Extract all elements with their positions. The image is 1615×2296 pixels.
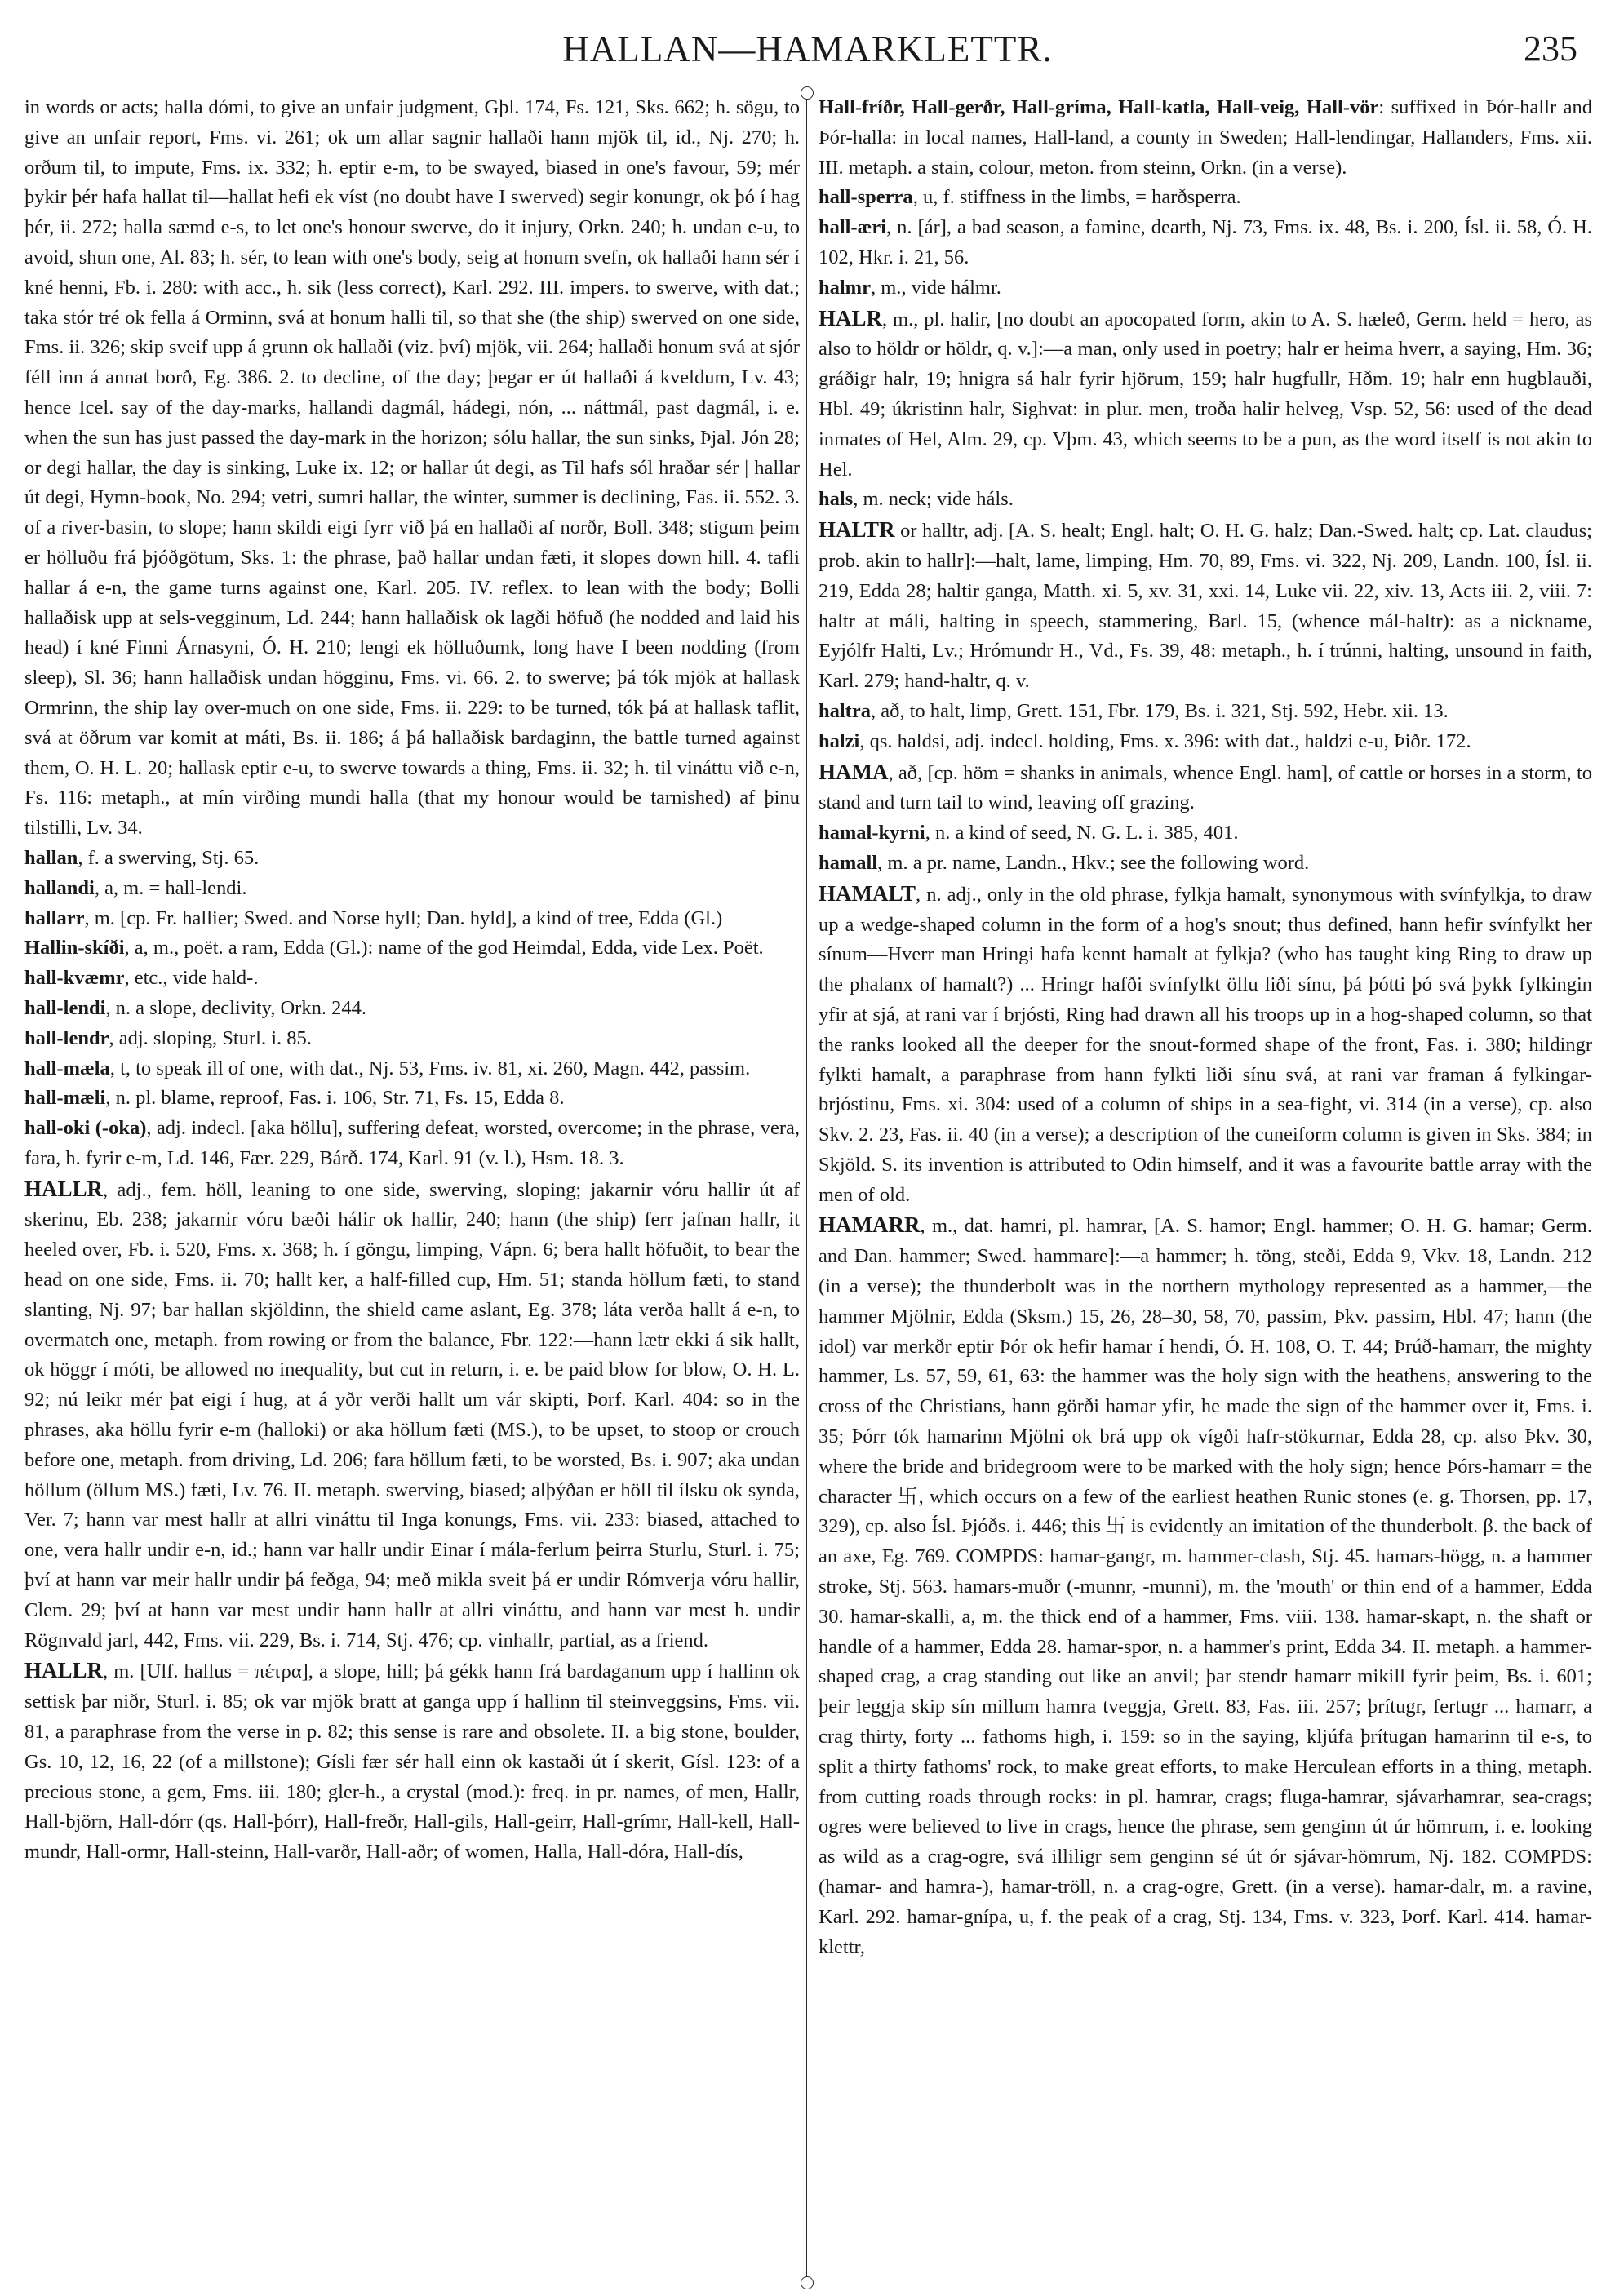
dictionary-entry bbox=[819, 1210, 1592, 1962]
entry-headword: hall-lendi bbox=[24, 996, 106, 1019]
left-column bbox=[24, 93, 800, 2288]
dictionary-entry: in words or acts; halla dómi, to give an unfair judgment, Gþl. 174, Fs. 121, Sks. 662; h. sögu, to give an unfair report, Fms. vi. 261; ok um allar sagnir hallaði hann mjök til, id., Nj. 270; h. orðum til, to impute, Fms. ix. 332; h. eptir e-m, to be swayed, biased in one's favour, 59; mér þykir þér hafa hallat til—hallat hefi ek víst (no doubt have I swerved) segir konungr, ok þó í hag þér, ii. 272; halla sæmd e-s, to let one's honour swerve, do it injury, Orkn. 240; h. undan e-u, to avoid, shun one, Al. 83; h. sér, to lean with one's body, seig at honum svefn, ok hallaði hann sér í kné henni, Fb. i. 280: with acc., h. sik (less correct), Karl. 292. III. impers. to swerve, with dat.; taka stór tré ok fella á Orminn, svá at honum halli til, so that she (the ship) swerved on one side, Fms. ii. 326; skip sveif upp á grunn ok hallaði (viz. því) mjök, vii. 264; hallaði honum svá at sjór féll inn á annat borð, Eg. 386. 2. to decline, of the day; þegar er út hallaði á kveldum, Lv. 43; hence Icel. say of the day-marks, hallandi dagmál, hádegi, nón, ... náttmál, past dagmál, i. e. when the sun has just passed the day-mark in the horizon; sólu hallar, the sun sinks, Þjal. Jón 28; or degi hallar, the day is sinking, Luke ix. 12; or hallar út degi, as Til hafs sól hraðar sér | hallar út degi, Hymn-book, No. 294; vetri, sumri hallar, the winter, summer is declining, Fas. ii. 552. 3. of a river-basin, to slope; hann skildi eigi fyrr við þá en hallaði af norðr, Boll. 348; stigum þeim er hölluðu frá þjóðgötum, Sks. 1: the phrase, það hallar undan fæti, it slopes down hill. 4. tafli hallar á e-n, the game turns against one, Karl. 205. IV. reflex. to lean with the body; Bolli hallaðisk upp at sels-vegginum, Ld. 244; hann hallaðisk ok lagði höfuð (he nodded and laid his head) í kné Finni Árnasyni, Ó. H. 210; lengi ek hölluðumk, long have I been nodding (from sleep), Sl. 36; hann hallaðisk undan högginu, Fms. vi. 66. 2. to swerve; þá tók mjök at hallask Ormrinn, the ship lay over-much on one side, Fms. ii. 229: to be turned, tók þá at hallask taflit, svá at öðrum var komit at máti, Bs. ii. 186; á þá hallaðisk bardaginn, the battle turned against them, O. H. L. 20; hallask eptir e-u, to swerve towards a thing, Fms. ii. 32; h. til vináttu við e-n, Fs. 116: metaph., at mín virðing mundi halla (that my honour would be tarnished) af þinu tilstilli, Lv. 34. bbox=[24, 96, 800, 840]
page-number: 235 bbox=[1524, 29, 1577, 69]
dictionary-entry bbox=[24, 994, 800, 1024]
entry-headword: hallan bbox=[24, 846, 78, 869]
entry-headword: HALTR bbox=[819, 517, 895, 543]
entry-headword: hall-mæla bbox=[24, 1057, 110, 1079]
dictionary-entry bbox=[819, 697, 1592, 727]
entry-headword: HAMARR bbox=[819, 1212, 921, 1238]
dictionary-entry bbox=[819, 93, 1592, 183]
entry-headword: HALLR bbox=[24, 1658, 104, 1683]
entry-body: , f. a swerving, Stj. 65. bbox=[78, 846, 260, 869]
entry-headword: halzi bbox=[819, 729, 860, 752]
entry-body: , n. [ár], a bad season, a famine, dearth, Nj. 73, Fms. ix. 48, Bs. i. 200, Ísl. ii. 58, Ó. H. 102, Hkr. i. 21, 56. bbox=[819, 216, 1592, 268]
entry-headword: HAMALT bbox=[819, 880, 916, 906]
entry-body: , n. a slope, declivity, Orkn. 244. bbox=[105, 996, 366, 1019]
dictionary-entry bbox=[819, 183, 1592, 213]
dictionary-entry bbox=[24, 933, 800, 964]
entry-body: , m., vide hálmr. bbox=[870, 276, 1001, 299]
right-column bbox=[819, 93, 1592, 2288]
entry-headword: hamall bbox=[819, 851, 878, 874]
dictionary-entry bbox=[819, 515, 1592, 697]
entry-headword: halmr bbox=[819, 276, 871, 299]
entry-headword: hall-sperra bbox=[819, 186, 913, 209]
dictionary-entry bbox=[819, 485, 1592, 515]
entry-body: , adj. sloping, Sturl. i. 85. bbox=[109, 1026, 312, 1049]
dictionary-entry bbox=[24, 1024, 800, 1054]
page-title: HALLAN—HAMARKLETTR. bbox=[562, 29, 1053, 69]
entry-body: , a, m., poët. a ram, Edda (Gl.): name of the god Heimdal, Edda, vide Lex. Poët. bbox=[124, 937, 764, 960]
dictionary-entry bbox=[24, 964, 800, 994]
dictionary-entry bbox=[819, 757, 1592, 819]
dictionary-entry bbox=[24, 1114, 800, 1174]
entry-body: , qs. haldsi, adj. indecl. holding, Fms. x. 396: with dat., haldzi e-u, Þiðr. 172. bbox=[859, 729, 1471, 752]
entry-headword: hall-lendr bbox=[24, 1026, 109, 1049]
entry-headword: haltra bbox=[819, 699, 871, 722]
dictionary-entry bbox=[819, 849, 1592, 879]
dictionary-entry bbox=[819, 727, 1592, 757]
entry-body: , m. [cp. Fr. hallier; Swed. and Norse hyll; Dan. hyld], a kind of tree, Edda (Gl.) bbox=[84, 906, 723, 929]
entry-body: , a, m. = hall-lendi. bbox=[94, 876, 247, 899]
entry-headword: Hallin-skíði bbox=[24, 937, 125, 960]
entry-body: , n. a kind of seed, N. G. L. i. 385, 401. bbox=[925, 822, 1239, 844]
entry-headword: hallandi bbox=[24, 876, 95, 899]
entry-headword: hamal-kyrni bbox=[819, 822, 925, 844]
column-divider bbox=[806, 91, 807, 2282]
dictionary-entry bbox=[24, 1084, 800, 1114]
entry-body: , adj., fem. höll, leaning to one side, swerving, sloping; jakarnir vóru hallir út af skerinu, Eb. 238; jakarnir vóru bæði hálir ok hallir, 240; hann (the ship) ferr jafnan hallr, it heeled over, Fb. i. 520, Fms. x. 368; h. í göngu, limping, Vápn. 6; bera hallt höfuðit, to bear the head on one side, Fms. ii. 70; hallt ker, a half-filled cup, Hm. 51; standa höllum fæti, to stand slanting, Nj. 97; bar hallan skjöldinn, the shield came aslant, Eg. 378; láta verða hallt á e-n, to overmatch one, metaph. from rowing or from the balance, Fbr. 122:—hann lætr ekki á sik hallt, ok höggr í móti, be allowed no inequality, but cut in return, i. e. be paid blow for blow, O. H. L. 92; nú leikr mér þat eigi í hug, at á yðr verði hallt um vár skipti, Þorf. Karl. 404: so in the phrases, aka höllu fyrir e-m (halloki) or aka höllum fæti (MS.), to be upset, to stoop or crouch before one, metaph. from driving, Ld. 206; fara höllum fæti, to be worsted, Bs. i. 907; aka undan höllum (öllum MS.) fæti, Lv. 76. II. metaph. swerving, biased; alþýðan er höll til ílsku ok synda, Ver. 7; hann var mest hallr at allri vináttu til Inga konungs, Fms. vii. 233: biased, attached to one, vera hallr undir e-n, id.; hann var hallr undir Einar í mála-ferlum þeirra Sturlu, Sturl. i. 75; því at hann var meir hallr undir þá feðga, 94; með mikla sveit þá er undir Rómverja vóru hallir, Clem. 29; því at hann var mest undir hann hallr at allri vináttu, and hann var mest h. undir Rögnvald jarl, 442, Fms. vii. 229, Bs. i. 714, Stj. 476; cp. vinhallr, partial, as a friend. bbox=[24, 1178, 800, 1651]
entry-body: , t, to speak ill of one, with dat., Nj. 53, Fms. iv. 81, xi. 260, Magn. 442, passim. bbox=[109, 1057, 751, 1079]
dictionary-entry bbox=[819, 879, 1592, 1211]
divider-ornament-bottom bbox=[801, 2276, 814, 2289]
entry-body: , m. a pr. name, Landn., Hkv.; see the following word. bbox=[877, 851, 1310, 874]
dictionary-entry bbox=[24, 904, 800, 934]
entry-body: or halltr, adj. [A. S. healt; Engl. halt; O. H. G. halz; Dan.-Swed. halt; cp. Lat. claudus; prob. akin to hallr]:—halt, lame, limping, Hm. 70, 89, Fms. vi. 322, Nj. 209, Landn. 100, Ísl. ii. 219, Edda 28; haltir ganga, Matth. xi. 5, xv. 31, xxi. 14, Luke vii. 22, xiv. 13, Acts iii. 2, viii. 7: haltr at máli, halting in speech, stammering, Barl. 15, (whence mál-haltr): as a nickname, Eyjólfr Halti, Lv.; Hrómundr H., Vd., Fs. 39, 48: metaph., h. í trúnni, halting, unsound in faith, Karl. 279; hand-haltr, q. v. bbox=[819, 520, 1592, 693]
entry-headword: HALR bbox=[819, 305, 883, 330]
entry-body: , m., dat. hamri, pl. hamrar, [A. S. hamor; Engl. hammer; O. H. G. hamar; Germ. and Dan. hammer; Swed. hammare]:—a hammer; h. töng, steði, Edda 9, Vkv. 18, Landn. 212 (in a verse); the thunderbolt was in the northern mythology represented as a hammer,—the hammer Mjölnir, Edda (Sksm.) 15, 26, 28–30, 58, 70, passim, Þkv. passim, Hbl. 47; hann (the idol) var merkðr eptir Þór ok hefir hamar í hendi, Ó. H. 108, O. T. 44; Þrúð-hamarr, the mighty hammer, Ls. 57, 59, 61, 63: the hammer was the holy sign with the heathens, answering to the cross of the Christians, hann görði hamar yfir, he made the sign of the hammer over it, Fms. i. 35; Þórr tók hamarinn Mjölni ok brá upp ok vígði hafr-stökurnar, Edda 28, cp. also Þkv. 30, where the bride and bridegroom were to be marked with the holy sign; hence Þórs-hamarr = the character 卐, which occurs on a few of the earliest heathen Runic stones (e. g. Thorsen, pp. 17, 329), cp. also Ísl. Þjóðs. i. 446; this 卐 is evidently an imitation of the thunderbolt. β. the back of an axe, Eg. 769. COMPDS: hamar-gangr, m. hammer-clash, Stj. 45. hamars-högg, n. a hammer stroke, Stj. 563. hamars-muðr (-munnr, -munni), m. the 'mouth' or thin end of a hammer, Edda 30. hamar-skalli, a, m. the thick end of a hammer, Fms. viii. 138. hamar-skapt, n. the shaft or handle of a hammer, Edda 28. hamar-spor, n. a hammer's print, Edda 34. II. metaph. a hammer-shaped crag, a crag standing out like an anvil; þar stendr hamarr mikill fyrir þeim, Bs. i. 601; þeir leggja skip sín millum hamra tveggja, Grett. 83, Fas. iii. 257; þrítugr, fertugr ... hamarr, a crag thirty, forty ... fathoms high, i. 159: so in the saying, kljúfa þrítugan hamarinn til e-s, to split a thirty fathoms' rock, to make great efforts, to make Herculean efforts in a thing, metaph. from cutting roads through rocks: in pl. hamrar, crags; fluga-hamrar, sjávarhamrar, sea-crags; ogres were believed to live in crags, hence the phrase, sem genginn út úr hömrum, i. e. looking as wild as a crag-ogre, svá illiligr sem genginn sé út ór sjávar-hömrum, Nj. 182. COMPDS: (hamar- and hamra-), hamar-tröll, n. a crag-ogre, Grett. (in a verse). hamar-dalr, m. a ravine, Karl. 292. hamar-gnípa, u, f. the peak of a crag, Stj. 134, Fms. v. 323, Þorf. Karl. 414. hamar-klettr, bbox=[819, 1215, 1592, 1958]
entry-body: , að, to halt, limp, Grett. 151, Fbr. 179, Bs. i. 321, Stj. 592, Hebr. xii. 13. bbox=[870, 699, 1449, 722]
dictionary-entry bbox=[819, 304, 1592, 485]
entry-body: : suffixed in Þór-hallr and Þór-halla: in local names, Hall-land, a county in Sweden; Hall-lendingar, Hallanders, Fms. xii. III. metaph. a stain, colour, meton. from steinn, Orkn. (in a verse). bbox=[819, 96, 1592, 179]
entry-body: , n. pl. blame, reproof, Fas. i. 106, Str. 71, Fs. 15, Edda 8. bbox=[105, 1087, 565, 1110]
entry-headword: hall-æri bbox=[819, 216, 887, 239]
dictionary-entry bbox=[819, 273, 1592, 304]
entry-headword: hallarr bbox=[24, 906, 85, 929]
entry-body: , að, [cp. höm = shanks in animals, whence Engl. ham], of cattle or horses in a storm, to stand and turn tail to wind, leaving off grazing. bbox=[819, 761, 1592, 814]
entry-headword: Hall-fríðr, Hall-gerðr, Hall-gríma, Hall-katla, Hall-veig, Hall-vör bbox=[819, 96, 1379, 118]
dictionary-entry bbox=[819, 213, 1592, 273]
dictionary-entry bbox=[24, 1174, 800, 1656]
entry-body: , m. [Ulf. hallus = πέτρα], a slope, hill; þá gékk hann frá bardaganum upp í hallinn ok settisk þar niðr, Sturl. i. 85; ok var mjök bratt at ganga upp í hallinn til steinveggsins, Fms. vii. 81, a paraphrase from the verse in p. 82; this sense is rare and obsolete. II. a big stone, boulder, Gs. 10, 12, 16, 22 (of a millstone); Gísli fær sér hall einn ok kastaði út í skerit, Gísl. 123: of a precious stone, a gem, Fms. iii. 180; gler-h., a crystal (mod.): freq. in pr. names, of men, Hallr, Hall-björn, Hall-dórr (qs. Hall-þórr), Hall-freðr, Hall-gils, Hall-geirr, Hall-grímr, Hall-kell, Hall-mundr, Hall-ormr, Hall-steinn, Hall-varðr, Hall-aðr; of women, Halla, Hall-dóra, Hall-dís, bbox=[24, 1660, 800, 1864]
entry-headword: hall-kvæmr bbox=[24, 967, 125, 990]
entry-body: , m. neck; vide háls. bbox=[853, 488, 1014, 511]
divider-ornament-top bbox=[801, 86, 814, 100]
entry-headword: hals bbox=[819, 488, 854, 511]
entry-headword: hall-mæli bbox=[24, 1087, 106, 1110]
entry-body: , adj. indecl. [aka höllu], suffering defeat, worsted, overcome; in the phrase, vera, fara, h. fyrir e-m, Ld. 146, Fær. 229, Bárð. 174, Karl. 91 (v. l.), Hsm. 18. 3. bbox=[24, 1117, 800, 1169]
dictionary-entry bbox=[24, 1656, 800, 1868]
entry-headword: hall-oki (-oka) bbox=[24, 1117, 147, 1140]
entry-headword: HAMA bbox=[819, 759, 889, 784]
dictionary-entry bbox=[24, 844, 800, 874]
entry-body: , etc., vide hald-. bbox=[124, 967, 259, 990]
dictionary-entry bbox=[24, 1054, 800, 1084]
dictionary-entry bbox=[819, 818, 1592, 849]
entry-body: , m., pl. halir, [no doubt an apocopated form, akin to A. S. hæleð, Germ. held = hero, as also to höldr or höldr, q. v.]:—a man, only used in poetry; halr er heima hverr, a saying, Hm. 36; gráðigr halr, 19; hnigra sá halr fyrir hjörum, 159; halr hugfullr, Hðm. 19; halr enn hugblauði, Hbl. 49; úkristinn halr, Sighvat: in plur. men, troða halir helveg, Vsp. 52, 56: used of the dead inmates of Hel, Alm. 29, cp. Vþm. 43, which seems to be a pun, as the word itself is not akin to Hel. bbox=[819, 308, 1592, 481]
entry-body: , n. adj., only in the old phrase, fylkja hamalt, synonymous with svínfylkja, to draw up a wedge-shaped column in the form of a hog's snout; thus defined, hann hefir svínfylkt her sínum—Hverr man Hringi hafa kennt hamalt at fylkja? (who has taught king Ring to draw up the phalanx of hamalt?) ... Hringr hafði svínfylkt öllu liði sínu, þá þótti þó svá þykk fylkingin yfir at sjá, at rani var í brjósti, Ring had drawn all his troops up in a hog-shaped column, so that the ranks looked all the deeper for the snout-formed shape of the front, Fas. i. 380; hildingr fylkti hamalt, a paraphrase from hann fylkti liði sínu svá, at rani var framan á fylkingar-brjóstinu, Fms. xi. 304: used of a column of ships in a sea-fight, vi. 314 (in a verse), cp. also Skv. 2. 23, Fas. ii. 40 (in a verse); a description of the cuneiform column is given in Sks. 384; in Skjöld. S. its invention is attributed to Odin himself, and it was a favourite battle array with the men of old. bbox=[819, 883, 1592, 1206]
entry-body: , u, f. stiffness in the limbs, = harðsperra. bbox=[912, 186, 1241, 209]
entry-headword: HALLR bbox=[24, 1176, 104, 1201]
dictionary-entry bbox=[24, 874, 800, 904]
